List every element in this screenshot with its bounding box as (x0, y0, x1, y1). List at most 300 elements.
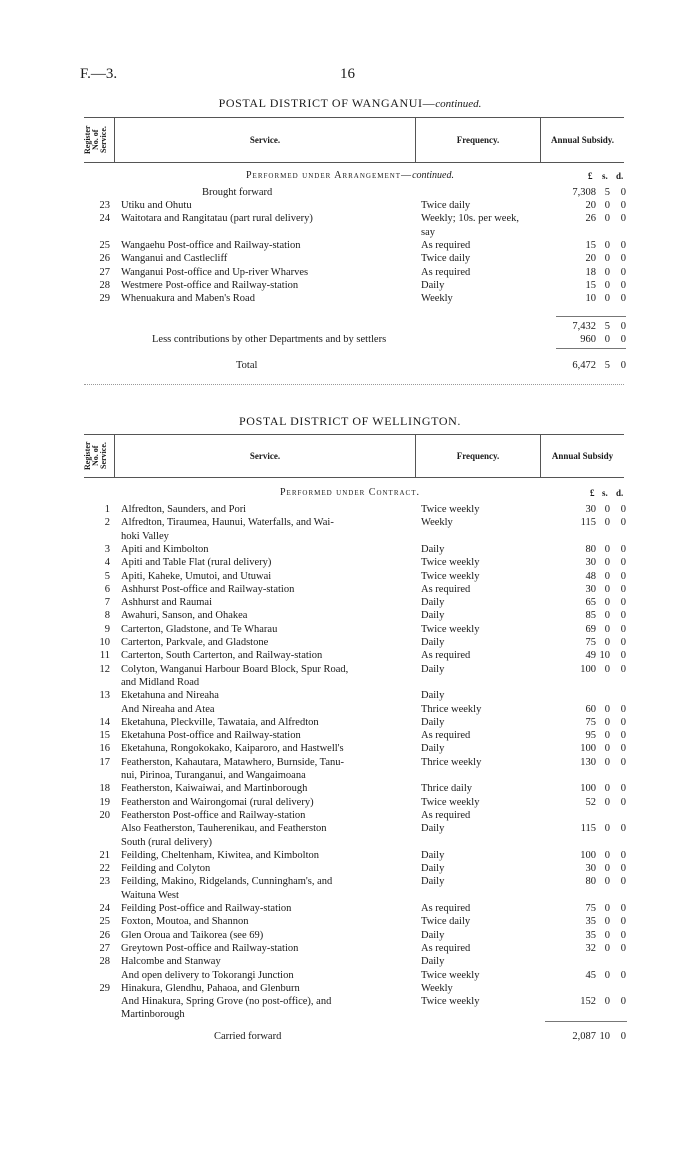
frequency: Twice weekly (421, 623, 480, 635)
row-number: 10 (99, 637, 110, 648)
wanganui-subtotal-row (0, 320, 700, 333)
frequency: Twice weekly (421, 570, 480, 582)
subsidy-shillings: 0 (604, 703, 610, 715)
subsidy-pounds: 26 (585, 213, 596, 225)
frequency: Twice daily (421, 916, 471, 928)
frequency: As required (421, 266, 471, 278)
row-number: 14 (99, 716, 110, 728)
subsidy-shillings: 0 (604, 849, 610, 861)
total-label: Total (236, 360, 258, 371)
subsidy-shillings: 10 (599, 650, 610, 662)
table-row (0, 570, 700, 583)
frequency: Weekly; 10s. per week, (421, 213, 519, 225)
table-row (0, 849, 700, 862)
subsidy-pence: 0 (620, 743, 626, 755)
carried-forward-pence: 0 (620, 1031, 626, 1042)
frequency: As required (421, 650, 471, 662)
frequency: Daily (421, 876, 445, 888)
service-name: Utiku and Ohutu (121, 200, 192, 211)
subsidy-shillings: 0 (604, 557, 610, 569)
row-number: 27 (99, 266, 110, 278)
table-row (0, 199, 700, 212)
wanganui-total-row (0, 359, 700, 372)
service-name: And Hinakura, Spring Grove (no post-office), and (121, 996, 332, 1008)
subsidy-pounds: 49 (585, 650, 596, 662)
subsidy-pence: 0 (620, 823, 626, 835)
row-number: 20 (99, 809, 110, 821)
subsidy-pence: 0 (620, 903, 626, 914)
table-row (0, 995, 700, 1008)
table-row (0, 862, 700, 875)
table-row (0, 556, 700, 569)
service-name: Eketahuna Post-office and Railway-station (121, 730, 301, 742)
subsidy-pounds: 69 (585, 623, 596, 635)
frequency: say (421, 226, 435, 238)
subsidy-pounds: 30 (585, 557, 596, 569)
subsidy-pence: 0 (620, 783, 626, 795)
service-name: Alfredton, Saunders, and Pori (121, 504, 247, 515)
service-name: Glen Oroua and Taikorea (see 69) (121, 929, 264, 941)
table-row (0, 796, 700, 809)
frequency: Twice daily (421, 200, 471, 211)
subsidy-pence: 0 (620, 796, 626, 808)
row-number: 27 (99, 942, 110, 954)
row-number: 26 (99, 929, 110, 941)
frequency: Daily (421, 663, 445, 675)
wanganui-service-header: Service. (249, 135, 281, 145)
row-number: 19 (99, 796, 110, 808)
subsidy-pounds: 45 (585, 969, 596, 981)
subsidy-pence: 0 (620, 650, 626, 662)
wellington-frequency-header: Frequency. (456, 451, 500, 461)
row-number: 22 (99, 863, 110, 875)
brought-forward-pounds: 7,308 (572, 187, 596, 198)
table-row (0, 1008, 700, 1021)
subsidy-shillings: 0 (604, 743, 610, 755)
subsidy-shillings: 0 (604, 716, 610, 728)
subsidy-pounds: 65 (585, 597, 596, 609)
table-row (0, 742, 700, 755)
wellington-subsidy-header: Annual Subsidy (551, 451, 614, 461)
wellington-unit-shillings: s. (602, 488, 608, 498)
wanganui-section-suffix: continued. (412, 170, 454, 181)
table-row (0, 252, 700, 265)
brought-forward-pence: 0 (620, 187, 626, 198)
brought-forward-shillings: 5 (604, 187, 610, 198)
row-number: 1 (104, 504, 110, 515)
frequency: Daily (421, 610, 445, 622)
wanganui-brought-forward-row (0, 186, 700, 199)
subsidy-shillings: 0 (604, 583, 610, 595)
subsidy-pounds: 100 (580, 663, 596, 675)
subsidy-pence: 0 (620, 266, 626, 278)
service-name: South (rural delivery) (121, 836, 212, 848)
subsidy-shillings: 0 (604, 266, 610, 278)
wanganui-less-row (0, 333, 700, 346)
frequency: Weekly (421, 517, 453, 529)
service-name: Halcombe and Stanway (121, 956, 221, 968)
subsidy-pounds: 115 (580, 517, 596, 529)
subsidy-pence: 0 (620, 610, 626, 622)
row-number: 26 (99, 253, 110, 265)
service-name: Waitotara and Rangitatau (part rural delivery) (121, 213, 313, 225)
subsidy-shillings: 0 (604, 239, 610, 251)
subsidy-pence: 0 (620, 597, 626, 609)
subsidy-pence: 0 (620, 716, 626, 728)
service-name: Colyton, Wanganui Harbour Board Block, Spur Road, (121, 663, 349, 675)
subsidy-pounds: 30 (585, 583, 596, 595)
row-number: 16 (99, 743, 110, 755)
service-name: Hinakura, Glendhu, Pahaoa, and Glenburn (121, 982, 300, 994)
table-row (0, 583, 700, 596)
table-row (0, 969, 700, 982)
subsidy-pounds: 152 (580, 996, 596, 1008)
wellington-unit-pounds: £ (590, 488, 595, 498)
table-row (0, 636, 700, 649)
subsidy-pounds: 115 (580, 823, 596, 835)
wanganui-section-text: Performed under Arrangement— (245, 170, 413, 181)
table-row (0, 955, 700, 968)
subtotal-pence: 0 (620, 321, 626, 332)
subsidy-pence: 0 (620, 849, 626, 861)
frequency: As required (421, 942, 471, 954)
subsidy-pounds: 35 (585, 916, 596, 928)
wellington-table-header (84, 434, 624, 478)
table-row (0, 266, 700, 279)
table-row (0, 239, 700, 252)
subsidy-pence: 0 (620, 557, 626, 569)
frequency: Twice weekly (421, 796, 480, 808)
subsidy-pence: 0 (620, 213, 626, 225)
row-number: 23 (99, 200, 110, 211)
subsidy-shillings: 0 (604, 293, 610, 305)
subsidy-shillings: 0 (604, 213, 610, 225)
table-row (0, 609, 700, 622)
subsidy-shillings: 0 (604, 570, 610, 582)
table-row (0, 929, 700, 942)
wanganui-total-rule (556, 348, 626, 349)
row-number: 28 (99, 279, 110, 291)
service-name: Featherston and Wairongomai (rural delivery) (121, 796, 314, 808)
table-row (0, 292, 700, 305)
table-row (0, 503, 700, 516)
subsidy-shillings: 0 (604, 863, 610, 875)
table-row (0, 836, 700, 849)
wellington-unit-pence: d. (616, 488, 624, 498)
frequency: As required (421, 730, 471, 742)
table-row (0, 782, 700, 795)
service-name: Martinborough (121, 1009, 185, 1021)
subsidy-pounds: 48 (585, 570, 596, 582)
subsidy-pence: 0 (620, 543, 626, 555)
subsidy-shillings: 0 (604, 929, 610, 941)
table-row (0, 716, 700, 729)
subsidy-pence: 0 (620, 929, 626, 941)
subsidy-pounds: 80 (585, 876, 596, 888)
frequency: Daily (421, 743, 445, 755)
subsidy-pence: 0 (620, 863, 626, 875)
wanganui-bottom-rule (84, 384, 624, 385)
table-row (0, 809, 700, 822)
subsidy-shillings: 0 (604, 517, 610, 529)
frequency: Twice daily (421, 253, 471, 265)
subsidy-pence: 0 (620, 293, 626, 305)
subsidy-pence: 0 (620, 730, 626, 742)
wellington-carried-rule (545, 1021, 627, 1022)
row-number: 29 (99, 982, 110, 994)
row-number: 15 (99, 730, 110, 742)
row-number: 12 (99, 663, 110, 675)
subsidy-shillings: 0 (604, 504, 610, 515)
subsidy-pence: 0 (620, 756, 626, 768)
service-name: Feilding and Colyton (121, 863, 211, 875)
page-reference: F.—3. (80, 66, 118, 82)
subsidy-shillings: 0 (604, 876, 610, 888)
subsidy-pence: 0 (620, 703, 626, 715)
service-name: Westmere Post-office and Railway-station (121, 279, 299, 291)
table-row (0, 226, 700, 239)
wellington-service-header: Service. (249, 451, 281, 461)
service-name: Ashhurst and Raumai (121, 597, 212, 609)
subsidy-shillings: 0 (604, 903, 610, 914)
subtotal-shillings: 5 (604, 321, 610, 332)
carried-forward-label: Carried forward (214, 1031, 282, 1042)
service-name: nui, Pirinoa, Turanganui, and Wangaimoana (121, 770, 306, 781)
service-name: Apiti, Kaheke, Umutoi, and Utuwai (121, 570, 272, 582)
frequency: Daily (421, 279, 445, 291)
subsidy-shillings: 0 (604, 610, 610, 622)
subsidy-pence: 0 (620, 517, 626, 529)
row-number: 28 (99, 956, 110, 968)
subsidy-shillings: 0 (604, 783, 610, 795)
row-number: 4 (104, 557, 110, 569)
frequency: Daily (421, 690, 445, 702)
subsidy-pounds: 80 (585, 543, 596, 555)
frequency: Twice weekly (421, 557, 480, 569)
less-pence: 0 (620, 334, 626, 345)
wanganui-title-text: POSTAL DISTRICT OF WANGANUI— (218, 96, 436, 110)
subsidy-shillings: 0 (604, 942, 610, 954)
service-name: Carterton, South Carterton, and Railway-station (121, 650, 323, 662)
service-name: Wangaehu Post-office and Railway-station (121, 239, 301, 251)
frequency: Daily (421, 716, 445, 728)
table-row (0, 596, 700, 609)
frequency: Weekly (421, 982, 453, 994)
subsidy-pence: 0 (620, 239, 626, 251)
table-row (0, 769, 700, 782)
subsidy-pence: 0 (620, 504, 626, 515)
less-shillings: 0 (604, 334, 610, 345)
service-name: Apiti and Kimbolton (121, 543, 209, 555)
subsidy-pence: 0 (620, 279, 626, 291)
service-name: Waituna West (121, 889, 179, 901)
subsidy-pounds: 100 (580, 849, 596, 861)
subsidy-pence: 0 (620, 876, 626, 888)
frequency: Thrice daily (421, 783, 473, 795)
row-number: 2 (104, 517, 110, 529)
table-row (0, 543, 700, 556)
subsidy-shillings: 0 (604, 253, 610, 265)
total-pounds: 6,472 (572, 360, 596, 371)
row-number: 24 (99, 903, 110, 914)
row-number: 25 (99, 239, 110, 251)
subsidy-shillings: 0 (604, 543, 610, 555)
subsidy-pounds: 60 (585, 703, 596, 715)
wanganui-subsidy-header: Annual Subsidy. (550, 135, 615, 145)
table-row (0, 703, 700, 716)
wanganui-frequency-header: Frequency. (456, 135, 500, 145)
subsidy-pounds: 20 (585, 253, 596, 265)
frequency: As required (421, 583, 471, 595)
frequency: Twice weekly (421, 504, 480, 515)
frequency: Thrice weekly (421, 756, 482, 768)
row-number: 24 (99, 213, 110, 225)
table-row (0, 649, 700, 662)
table-row (0, 663, 700, 676)
row-number: 9 (104, 623, 110, 635)
subsidy-pounds: 75 (585, 716, 596, 728)
subsidy-shillings: 0 (604, 756, 610, 768)
subsidy-shillings: 0 (604, 597, 610, 609)
frequency: Daily (421, 823, 445, 835)
frequency: Daily (421, 637, 445, 648)
subsidy-pence: 0 (620, 916, 626, 928)
subsidy-pounds: 30 (585, 863, 596, 875)
table-row (0, 889, 700, 902)
service-name: Feilding Post-office and Railway-station (121, 903, 292, 914)
frequency: Thrice weekly (421, 703, 482, 715)
subsidy-pounds: 75 (585, 903, 596, 914)
subsidy-pence: 0 (620, 583, 626, 595)
table-row (0, 729, 700, 742)
subsidy-pounds: 100 (580, 783, 596, 795)
table-row (0, 915, 700, 928)
subsidy-pounds: 85 (585, 610, 596, 622)
row-number: 21 (99, 849, 110, 861)
subsidy-pounds: 100 (580, 743, 596, 755)
service-name: Alfredton, Tiraumea, Haunui, Waterfalls, and Wai- (121, 517, 334, 529)
subsidy-shillings: 0 (604, 200, 610, 211)
frequency: Daily (421, 929, 445, 941)
wanganui-register-header: Register No. of Service. (83, 125, 108, 155)
less-pounds: 960 (580, 334, 596, 345)
subsidy-pounds: 30 (585, 504, 596, 515)
total-pence: 0 (620, 360, 626, 371)
service-name: Eketahuna and Nireaha (121, 690, 219, 702)
service-name: Awahuri, Sanson, and Ohakea (121, 610, 248, 622)
subsidy-pounds: 35 (585, 929, 596, 941)
service-name: Featherston Post-office and Railway-station (121, 809, 306, 821)
service-name: Also Featherston, Tauherenikau, and Featherston (121, 823, 327, 835)
subsidy-pence: 0 (620, 996, 626, 1008)
service-name: And open delivery to Tokorangi Junction (121, 969, 294, 981)
service-name: Foxton, Moutoa, and Shannon (121, 916, 249, 928)
service-name: Feilding, Cheltenham, Kiwitea, and Kimbolton (121, 849, 320, 861)
service-name: Carterton, Parkvale, and Gladstone (121, 637, 269, 648)
subsidy-pounds: 130 (580, 756, 596, 768)
subsidy-pounds: 75 (585, 637, 596, 648)
subsidy-pounds: 18 (585, 266, 596, 278)
table-row (0, 676, 700, 689)
subsidy-pence: 0 (620, 942, 626, 954)
table-row (0, 212, 700, 225)
frequency: Daily (421, 543, 445, 555)
carried-forward-pounds: 2,087 (572, 1031, 596, 1042)
row-number: 11 (99, 650, 110, 662)
subsidy-pence: 0 (620, 663, 626, 675)
frequency: Twice weekly (421, 996, 480, 1008)
service-name: and Midland Road (121, 676, 200, 688)
wanganui-unit-shillings: s. (602, 171, 608, 181)
row-number: 18 (99, 783, 110, 795)
wellington-carried-forward-row (0, 1030, 700, 1043)
subsidy-shillings: 0 (604, 969, 610, 981)
wanganui-section-label (0, 170, 700, 181)
subsidy-shillings: 0 (604, 637, 610, 648)
frequency: Daily (421, 863, 445, 875)
subsidy-pence: 0 (620, 570, 626, 582)
subsidy-shillings: 0 (604, 663, 610, 675)
brought-forward-label: Brought forward (202, 187, 273, 198)
row-number: 29 (99, 293, 110, 305)
row-number: 3 (104, 543, 110, 555)
frequency: Twice weekly (421, 969, 480, 981)
wanganui-unit-pence: d. (616, 171, 624, 181)
frequency: As required (421, 239, 471, 251)
wellington-register-header: Register No. of Service. (83, 441, 108, 471)
service-name: Carterton, Gladstone, and Te Wharau (121, 623, 278, 635)
subsidy-pence: 0 (620, 637, 626, 648)
table-row (0, 623, 700, 636)
wellington-title: POSTAL DISTRICT OF WELLINGTON. (239, 414, 461, 428)
service-name: Featherston, Kaiwaiwai, and Martinborough (121, 783, 308, 795)
table-row (0, 902, 700, 915)
service-name: Wanganui and Castlecliff (121, 253, 228, 265)
wanganui-title-suffix: continued. (435, 98, 482, 110)
subsidy-pounds: 15 (585, 279, 596, 291)
service-name: hoki Valley (121, 530, 169, 542)
row-number: 13 (99, 690, 110, 702)
row-number: 6 (104, 583, 110, 595)
service-name: Greytown Post-office and Railway-station (121, 942, 299, 954)
frequency: Daily (421, 849, 445, 861)
row-number: 7 (104, 597, 110, 609)
service-name: Whenuakura and Maben's Road (121, 293, 255, 305)
service-name: Apiti and Table Flat (rural delivery) (121, 557, 272, 569)
wanganui-title (0, 96, 700, 111)
subsidy-shillings: 0 (604, 916, 610, 928)
service-name: Featherston, Kahautara, Matawhero, Burnside, Tanu- (121, 756, 345, 768)
wanganui-unit-pounds: £ (588, 171, 593, 181)
table-row (0, 279, 700, 292)
row-number: 5 (104, 570, 110, 582)
subsidy-pounds: 52 (585, 796, 596, 808)
service-name: Eketahuna, Rongokokako, Kaiparoro, and Hastwell's (121, 743, 344, 755)
subsidy-shillings: 0 (604, 279, 610, 291)
table-row (0, 982, 700, 995)
frequency: As required (421, 903, 471, 914)
row-number: 23 (99, 876, 110, 888)
frequency: As required (421, 809, 471, 821)
wanganui-table-header (84, 117, 624, 163)
subsidy-pence: 0 (620, 969, 626, 981)
service-name: And Nireaha and Atea (121, 703, 215, 715)
wellington-section-label: Performed under Contract. (279, 487, 420, 498)
page-number: 16 (340, 66, 355, 82)
subtotal-pounds: 7,432 (572, 321, 596, 332)
frequency: Weekly (421, 293, 453, 305)
subsidy-pence: 0 (620, 623, 626, 635)
